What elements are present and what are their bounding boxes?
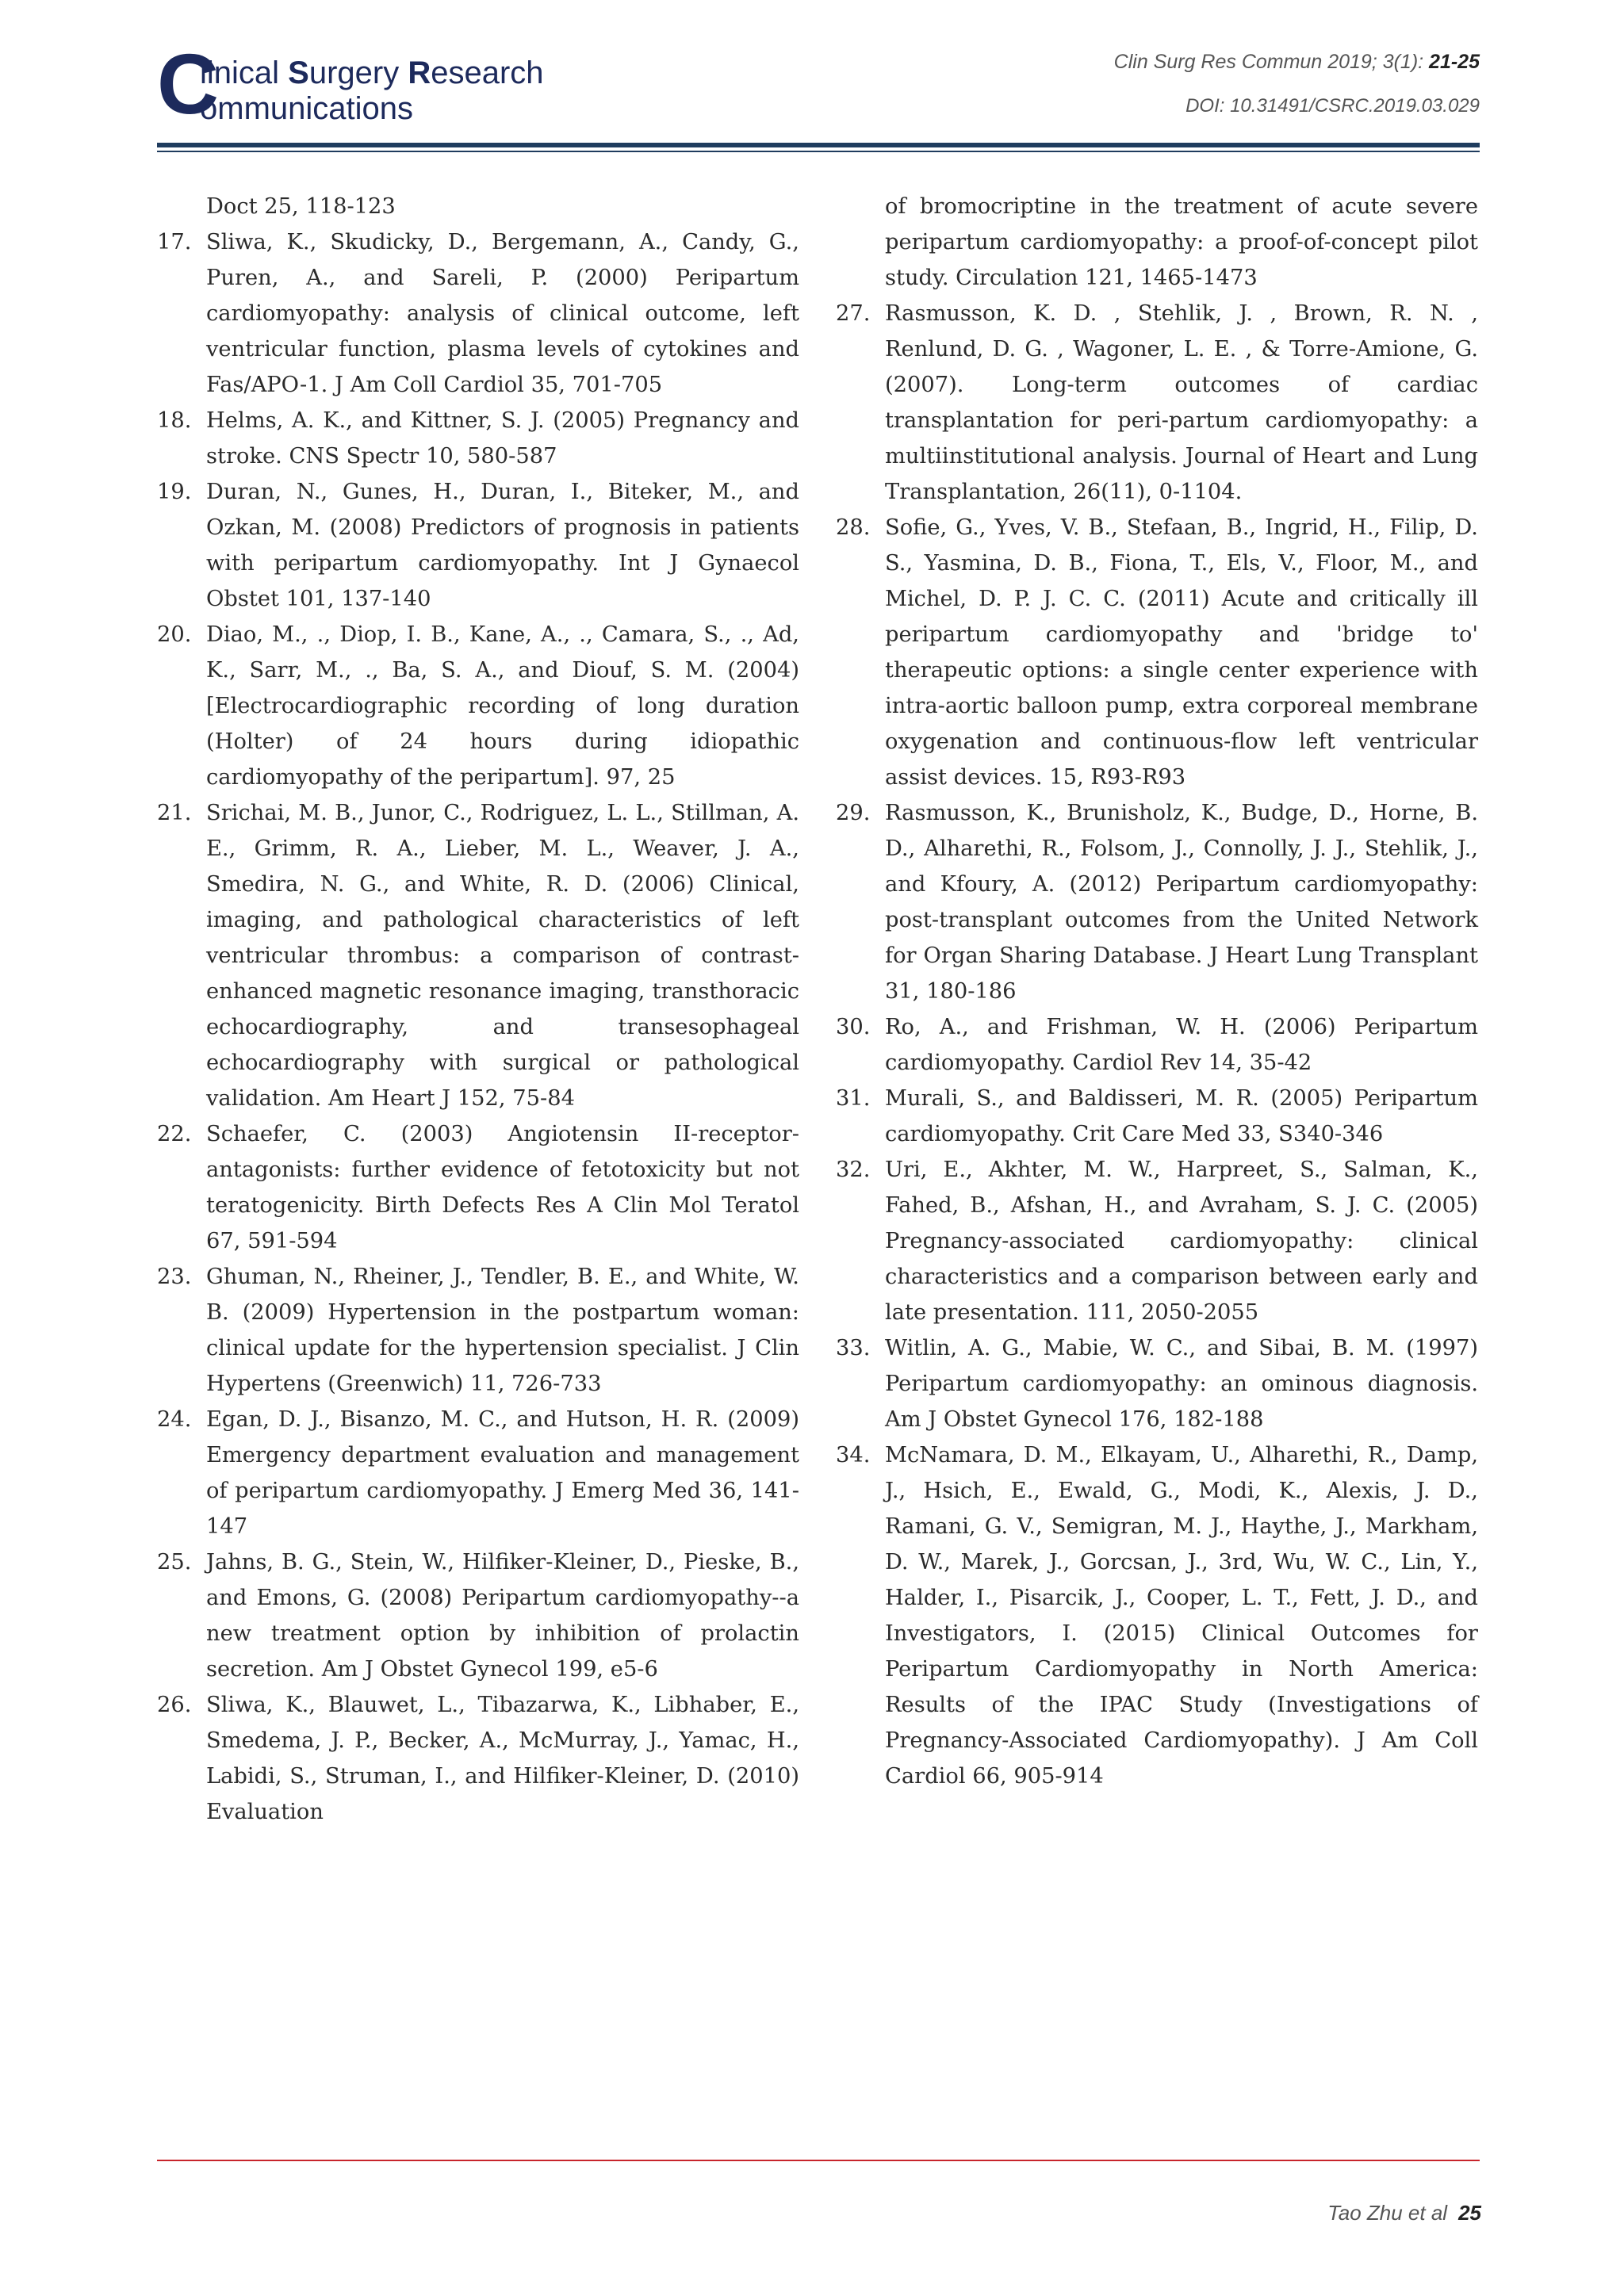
reference-text: McNamara, D. M., Elkayam, U., Alharethi, R., Damp, J., Hsich, E., Ewald, G., Modi, K., Alexis, J. D., Ramani, G. V., Semigran, M. J., Haythe, J., Markham, D. W., Marek, J., Gorcsan, J., 3rd, Wu, W. C., Lin, Y., Halder, I., Pisarcik, J., Cooper, L. T., Fett, J. D., and Investigators, I. (2015) Clinical Outcomes for Peripartum Cardiomyopathy in North America: Results of the IPAC Study (Investigations of Pregnancy-Associated Cardiomyopathy). J Am Coll Cardiol 66, 905-914 — [885, 1443, 1478, 1789]
reference-item — [157, 795, 799, 1116]
page-number: 25 — [1458, 2201, 1481, 2225]
reference-item — [836, 1152, 1478, 1330]
reference-number: 24. — [157, 1407, 192, 1432]
reference-number: 34. — [836, 1443, 871, 1468]
reference-number: 19. — [157, 480, 192, 504]
reference-item — [157, 617, 799, 795]
reference-text: Sliwa, K., Skudicky, D., Bergemann, A., Candy, G., Puren, A., and Sareli, P. (2000) Peripartum cardiomyopathy: analysis of clinical outcome, left ventricular function, plasma levels of cytokines and Fas/APO-1. J Am Coll Cardiol 35, 701-705 — [206, 230, 799, 397]
reference-item — [157, 403, 799, 474]
reference-text: Uri, E., Akhter, M. W., Harpreet, S., Salman, K., Fahed, B., Afshan, H., and Avraham, S. J. C. (2005) Pregnancy-associated cardiomyopathy: clinical characteristics and a comparison between early and late presentation. 111, 2050-2055 — [885, 1158, 1478, 1325]
reference-number: 21. — [157, 801, 192, 825]
journal-citation: Clin Surg Res Commun 2019; 3(1): 21-25 — [1113, 51, 1480, 73]
references-right-column — [836, 189, 1478, 1794]
reference-item — [836, 1330, 1478, 1437]
reference-number: 28. — [836, 515, 871, 540]
reference-number: 17. — [157, 230, 192, 254]
reference-item — [157, 474, 799, 617]
reference-number: 32. — [836, 1158, 871, 1182]
reference-number: 22. — [157, 1122, 192, 1146]
footer-rule — [157, 2160, 1480, 2161]
reference-text: Duran, N., Gunes, H., Duran, I., Biteker, M., and Ozkan, M. (2008) Predictors of prognosis in patients with peripartum cardiomyopathy. Int J Gynaecol Obstet 101, 137-140 — [206, 480, 799, 611]
reference-text: Diao, M., ., Diop, I. B., Kane, A., ., Camara, S., ., Ad, K., Sarr, M., ., Ba, S. A., and Diouf, S. M. (2004) [Electrocardiographic recording of long duration (Holter) of 24 hours during idiopathic cardiomyopathy of the peripartum]. 97, 25 — [206, 622, 799, 790]
reference-item — [836, 1437, 1478, 1794]
reference-text: Rasmusson, K., Brunisholz, K., Budge, D., Horne, B. D., Alharethi, R., Folsom, J., Connolly, J. J., Stehlik, J., and Kfoury, A. (2012) Peripartum cardiomyopathy: post-transplant outcomes from the United Network for Organ Sharing Database. J Heart Lung Transplant 31, 180-186 — [885, 801, 1478, 1004]
reference-item — [157, 1116, 799, 1259]
reference-text: Helms, A. K., and Kittner, S. J. (2005) Pregnancy and stroke. CNS Spectr 10, 580-587 — [206, 408, 799, 469]
reference-item — [157, 1544, 799, 1687]
reference-text: Rasmusson, K. D. , Stehlik, J. , Brown, R. N. , Renlund, D. G. , Wagoner, L. E. , & Torre-Amione, G. (2007). Long-term outcomes of cardiac transplantation for peri-partum cardiomyopathy: a multiinstitutional analysis. Journal of Heart and Lung Transplantation, 26(11), 0-1104. — [885, 301, 1478, 504]
header-rule-thick — [157, 143, 1480, 147]
reference-text: Egan, D. J., Bisanzo, M. C., and Hutson, H. R. (2009) Emergency department evaluation and management of peripartum cardiomyopathy. J Emerg Med 36, 141-147 — [206, 1407, 799, 1539]
reference-item — [836, 296, 1478, 510]
reference-text: Srichai, M. B., Junor, C., Rodriguez, L. L., Stillman, A. E., Grimm, R. A., Lieber, M. L., Weaver, J. A., Smedira, N. G., and White, R. D. (2006) Clinical, imaging, and pathological characteristics of left ventricular thrombus: a comparison of contrast-enhanced magnetic resonance imaging, transthoracic echocardiography, and transesophageal echocardiography with surgical or pathological validation. Am Heart J 152, 75-84 — [206, 801, 799, 1111]
logo-line1: linical Surgery Research — [200, 55, 544, 90]
reference-number: 33. — [836, 1336, 871, 1360]
reference-item — [836, 795, 1478, 1009]
logo-line2: ommunications — [200, 91, 414, 126]
reference-item — [836, 510, 1478, 795]
footer-author: Tao Zhu et al — [1327, 2201, 1448, 2225]
page-header — [157, 36, 1480, 132]
page-footer — [1327, 2201, 1481, 2225]
reference-text: Murali, S., and Baldisseri, M. R. (2005) Peripartum cardiomyopathy. Crit Care Med 33, S340-346 — [885, 1086, 1478, 1146]
reference-item — [157, 1402, 799, 1544]
reference-text: Sliwa, K., Blauwet, L., Tibazarwa, K., Libhaber, E., Smedema, J. P., Becker, A., McMurray, J., Yamac, H., Labidi, S., Struman, I., and Hilfiker-Kleiner, D. (2010) Evaluation — [206, 1693, 799, 1824]
logo-big-c: C — [157, 36, 219, 132]
header-rule-thin — [157, 151, 1480, 152]
citation-pages: 21-25 — [1429, 51, 1480, 73]
reference-number: 18. — [157, 408, 192, 433]
reference-text: Ghuman, N., Rheiner, J., Tendler, B. E., and White, W. B. (2009) Hypertension in the postpartum woman: clinical update for the hypertension specialist. J Clin Hypertens (Greenwich) 11, 726-733 — [206, 1265, 799, 1396]
reference-continuation: Doct 25, 118-123 — [206, 194, 396, 219]
reference-number: 26. — [157, 1693, 192, 1717]
doi: DOI: 10.31491/CSRC.2019.03.029 — [1185, 95, 1480, 117]
reference-item — [836, 1009, 1478, 1081]
reference-text: Witlin, A. G., Mabie, W. C., and Sibai, B. M. (1997) Peripartum cardiomyopathy: an ominous diagnosis. Am J Obstet Gynecol 176, 182-188 — [885, 1336, 1478, 1432]
reference-text: Schaefer, C. (2003) Angiotensin II-receptor-antagonists: further evidence of fetotoxicity but not teratogenicity. Birth Defects Res A Clin Mol Teratol 67, 591-594 — [206, 1122, 799, 1253]
references-left-column — [157, 189, 799, 1830]
reference-number: 27. — [836, 301, 871, 326]
reference-number: 29. — [836, 801, 871, 825]
reference-item — [157, 224, 799, 403]
reference-item — [836, 1081, 1478, 1152]
reference-item — [157, 1687, 799, 1830]
reference-number: 23. — [157, 1265, 192, 1289]
reference-continuation: of bromocriptine in the treatment of acute severe peripartum cardiomyopathy: a proof-of-concept pilot study. Circulation 121, 1465-1473 — [885, 194, 1478, 290]
reference-number: 30. — [836, 1015, 871, 1039]
reference-text: Sofie, G., Yves, V. B., Stefaan, B., Ingrid, H., Filip, D. S., Yasmina, D. B., Fiona, T., Els, V., Floor, M., and Michel, D. P. J. C. C. (2011) Acute and critically ill peripartum cardiomyopathy and 'bridge to' therapeutic options: a single center experience with intra-aortic balloon pump, extra corporeal membrane oxygenation and continuous-flow left ventricular assist devices. 15, R93-R93 — [885, 515, 1478, 790]
reference-number: 20. — [157, 622, 192, 647]
reference-number: 31. — [836, 1086, 871, 1111]
journal-logo — [157, 36, 601, 132]
reference-item — [157, 1259, 799, 1402]
reference-text: Ro, A., and Frishman, W. H. (2006) Peripartum cardiomyopathy. Cardiol Rev 14, 35-42 — [885, 1015, 1478, 1075]
reference-text: Jahns, B. G., Stein, W., Hilfiker-Kleiner, D., Pieske, B., and Emons, G. (2008) Peripartum cardiomyopathy--a new treatment option by inhibition of prolactin secretion. Am J Obstet Gynecol 199, e5-6 — [206, 1550, 799, 1682]
reference-number: 25. — [157, 1550, 192, 1575]
